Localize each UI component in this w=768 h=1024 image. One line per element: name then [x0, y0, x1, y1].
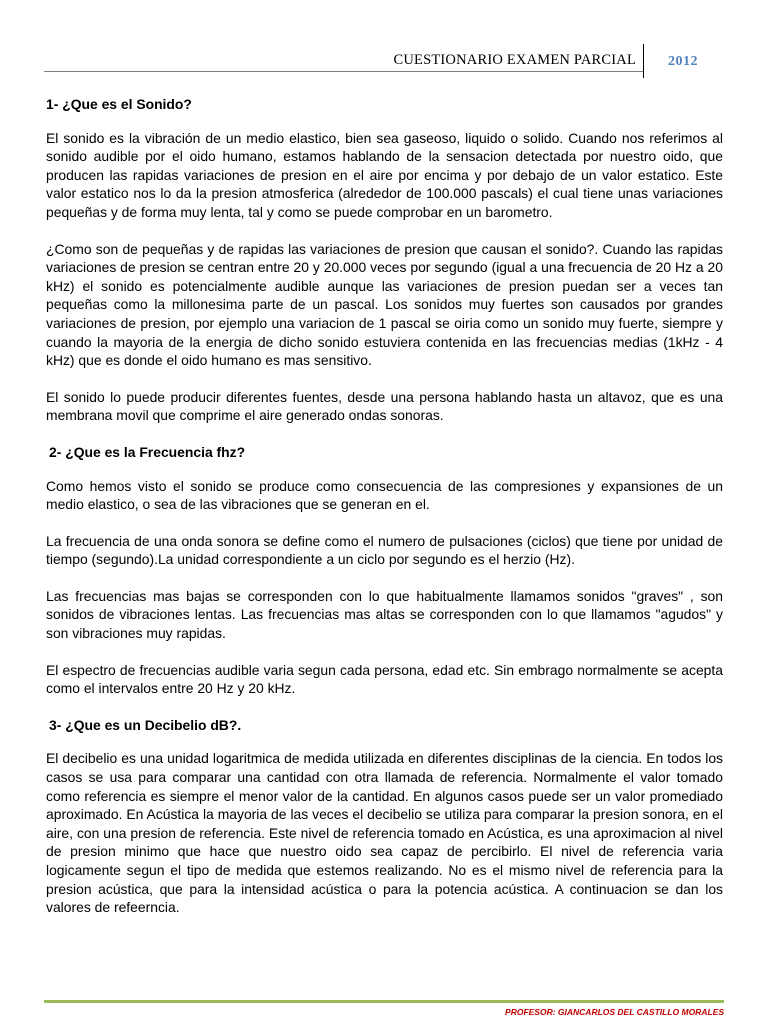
- paragraph: Como hemos visto el sonido se produce como consecuencia de las compresiones y expansiones de un medio elastico, o sea de las vibraciones que se generan en el.: [46, 477, 723, 513]
- section-heading: 3- ¿Que es un Decibelio dB?.: [49, 716, 242, 733]
- header-divider: [643, 44, 644, 78]
- section-frecuencia: [46, 443, 723, 698]
- paragraph: ¿Como son de pequeñas y de rapidas las variaciones de presion que causan el sonido?. Cuando las rapidas variaciones de presion se centran entre 20 y 20.000 veces por segundo (igual a una frecuencia de 20 Hz a 20 kHz) el sonido es potencialmente audible aunque las variaciones de presion puedan ser a veces tan pequeñas como la millonesima parte de un pascal. Los sonidos muy fuertes son causados por grandes variaciones de presion, por ejemplo una variacion de 1 pascal se oiria como un sonido muy fuerte, siempre y cuando la mayoria de la energia de dicho sonido estuviera contenida en las frecuencias medias (1kHz - 4 kHz) que es donde el oido humano es mas sensitivo.: [46, 240, 723, 369]
- paragraph: Las frecuencias mas bajas se corresponden con lo que habitualmente llamamos sonidos "graves" , son sonidos de vibraciones lentas. Las frecuencias mas altas se corresponden con lo que llamamos "agudos" y son vibraciones muy rapidas.: [46, 587, 723, 642]
- section-decibelio: [46, 716, 723, 917]
- page-header: [0, 44, 768, 78]
- paragraph: La frecuencia de una onda sonora se define como el numero de pulsaciones (ciclos) que tiene por unidad de tiempo (segundo).La unidad correspondiente a un ciclo por segundo es el herzio (Hz).: [46, 532, 723, 568]
- document-body: [46, 95, 723, 935]
- paragraph: El sonido lo puede producir diferentes fuentes, desde una persona hablando hasta un altavoz, que es una membrana movil que comprime el aire generado ondas sonoras.: [46, 388, 723, 424]
- footer-rule: [44, 1000, 724, 1003]
- paragraph: El decibelio es una unidad logaritmica de medida utilizada en diferentes disciplinas de la ciencia. En todos los casos se usa para comparar una cantidad con otra llamada de referencia. Normalmente el valor tomado como referencia es siempre el menor valor de la cantidad. En algunos casos puede ser un valor promediado aproximado. En Acústica la mayoria de las veces el decibelio se utiliza para comparar la presion sonora, en el aire, con una presion de referencia. Este nivel de referencia tomado en Acústica, es una aproximacion al nivel de presion minimo que hace que nuestro oido sea capaz de percibirlo. El nivel de referencia varia logicamente segun el tipo de medida que estemos realizando. No es el mismo nivel de referencia para la presion acústica, que para la intensidad acústica o para la potencia acústica. A continuacion se dan los valores de refeerncia.: [46, 750, 723, 916]
- paragraph: El espectro de frecuencias audible varia segun cada persona, edad etc. Sin embrago normalmente se acepta como el intervalos entre 20 Hz y 20 kHz.: [46, 661, 723, 697]
- section-heading: 2- ¿Que es la Frecuencia fhz?: [49, 443, 246, 460]
- header-rule: [44, 71, 643, 72]
- document-year: 2012: [668, 54, 698, 69]
- footer-professor: PROFESOR: GIANCARLOS DEL CASTILLO MORALES: [505, 1007, 724, 1017]
- document-title: CUESTIONARIO EXAMEN PARCIAL: [393, 52, 636, 68]
- section-sonido: [46, 95, 723, 425]
- paragraph: El sonido es la vibración de un medio elastico, bien sea gaseoso, liquido o solido. Cuando nos referimos al sonido audible por el oido humano, estamos hablando de la sensacion detectada por nuestro oido, que producen las rapidas variaciones de presion en el aire por encima y por debajo de un valor estatico. Este valor estatico nos lo da la presion atmosferica (alrededor de 100.000 pascals) el cual tiene unas variaciones pequeñas y de forma muy lenta, tal y como se puede comprobar en un barometro.: [46, 129, 723, 220]
- section-heading: 1- ¿Que es el Sonido?: [46, 96, 192, 112]
